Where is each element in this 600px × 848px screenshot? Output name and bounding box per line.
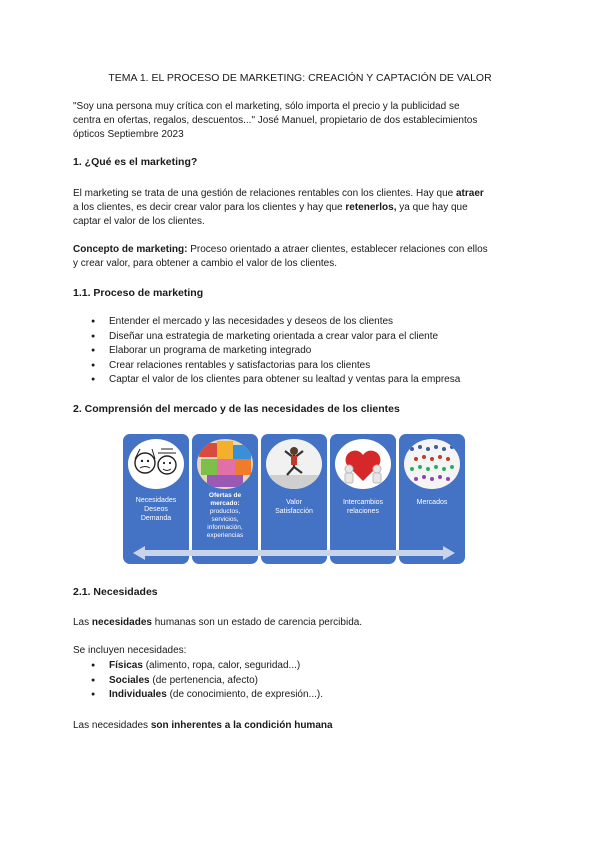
card-line: productos, xyxy=(209,508,241,515)
card-line: Deseos xyxy=(144,506,168,513)
process-list xyxy=(91,315,551,388)
diagram-card-markets xyxy=(399,434,465,564)
card-line: Demanda xyxy=(140,515,172,522)
text-run: y crear valor, para obtener a cambio el valor de los clientes. xyxy=(73,258,338,269)
retenerlos-keyword: retenerlos, xyxy=(345,202,397,213)
needs-inherent-paragraph xyxy=(73,719,533,733)
inherent-keyword: son inherentes a la condición humana xyxy=(150,720,333,731)
card-line: Mercados xyxy=(416,499,448,506)
card-line: Satisfacción xyxy=(275,508,313,515)
need-label: Físicas xyxy=(109,660,143,671)
list-item: ● Captar el valor de los clientes para obtener su lealtad y ventas para la empresa xyxy=(91,373,551,388)
section-1-heading: 1. ¿Qué es el marketing? xyxy=(73,156,198,168)
card-line: experiencias xyxy=(206,532,244,539)
need-label: Individuales xyxy=(109,689,167,700)
card-label xyxy=(332,498,394,516)
card-line: Valor xyxy=(286,499,302,506)
needs-intro: Se incluyen necesidades: xyxy=(73,645,187,656)
double-arrow-icon xyxy=(133,546,455,560)
text-run: humanas son un estado de carencia percibida. xyxy=(151,617,363,628)
sketch-faces-image xyxy=(128,439,184,489)
market-understanding-diagram xyxy=(123,434,465,566)
diagram-card-value xyxy=(261,434,327,564)
card-line: información, xyxy=(207,524,243,531)
diagram-card-needs xyxy=(123,434,189,564)
card-line: servicios, xyxy=(211,516,239,523)
list-item xyxy=(91,659,531,674)
section-1-1-heading: 1.1. Proceso de marketing xyxy=(73,287,204,299)
card-line: Necesidades xyxy=(135,497,177,504)
text-run: captar el valor de los clientes. xyxy=(73,216,205,227)
needs-definition-paragraph xyxy=(73,616,533,630)
needs-list xyxy=(91,659,531,703)
text-run: El marketing se trata de una gestión de relaciones rentables con los clientes. Hay que xyxy=(73,188,456,199)
card-line: Intercambios xyxy=(342,499,384,506)
text-run: Las necesidades xyxy=(73,720,151,731)
quote-line-3: ópticos Septiembre 2023 xyxy=(73,129,184,140)
list-item: ● Diseñar una estrategia de marketing orientada a crear valor para el cliente xyxy=(91,330,551,345)
list-item: ● Entender el mercado y las necesidades y deseos de los clientes xyxy=(91,315,551,330)
heart-figures-image xyxy=(335,439,391,489)
need-desc: (de pertenencia, afecto) xyxy=(149,674,258,686)
diagram-card-exchanges xyxy=(330,434,396,564)
jumping-person-image xyxy=(266,439,322,489)
card-label xyxy=(263,498,325,516)
text-run: a los clientes, es decir crear valor para los clientes y hay que xyxy=(73,202,346,213)
list-item xyxy=(91,674,531,689)
card-line: relaciones xyxy=(347,508,379,515)
necesidades-keyword: necesidades xyxy=(91,617,152,628)
text-run: Las xyxy=(73,617,92,628)
quote-line-1: "Soy una persona muy crítica con el marketing, sólo importa el precio y la publicidad se xyxy=(73,101,460,112)
document-title: TEMA 1. EL PROCESO DE MARKETING: CREACIÓN Y CAPTACIÓN DE VALOR xyxy=(108,72,492,84)
need-desc: (de conocimiento, de expresión...). xyxy=(166,689,323,700)
card-line-bold: Ofertas de mercado: xyxy=(208,492,242,507)
text-run: ya que hay que xyxy=(396,202,468,213)
card-label xyxy=(194,492,256,540)
section-2-heading: 2. Comprensión del mercado y de las necesidades de los clientes xyxy=(73,403,400,415)
list-item: ● Crear relaciones rentables y satisfactorias para los clientes xyxy=(91,359,551,374)
marketing-concept-paragraph xyxy=(73,243,533,271)
section-2-1-heading: 2.1. Necesidades xyxy=(73,586,158,598)
atraer-keyword: atraer xyxy=(456,188,484,199)
card-label xyxy=(401,498,463,507)
need-label: Sociales xyxy=(109,674,150,686)
diagram-card-offers xyxy=(192,434,258,564)
need-desc: (alimento, ropa, calor, seguridad...) xyxy=(142,660,301,671)
list-item xyxy=(91,688,531,703)
list-item: ● Elaborar un programa de marketing integrado xyxy=(91,344,551,359)
card-label xyxy=(125,496,187,523)
crowd-people-image xyxy=(404,439,460,489)
text-run: Proceso orientado a atraer clientes, establecer relaciones con ellos xyxy=(187,244,488,255)
opening-quote xyxy=(73,100,533,142)
quote-line-2: centra en ofertas, regalos, descuentos..." José Manuel, propietario de dos establecimientos xyxy=(73,115,478,126)
marketing-definition-paragraph xyxy=(73,187,533,229)
products-collage-image xyxy=(197,439,253,489)
concept-label: Concepto de marketing: xyxy=(73,244,188,255)
